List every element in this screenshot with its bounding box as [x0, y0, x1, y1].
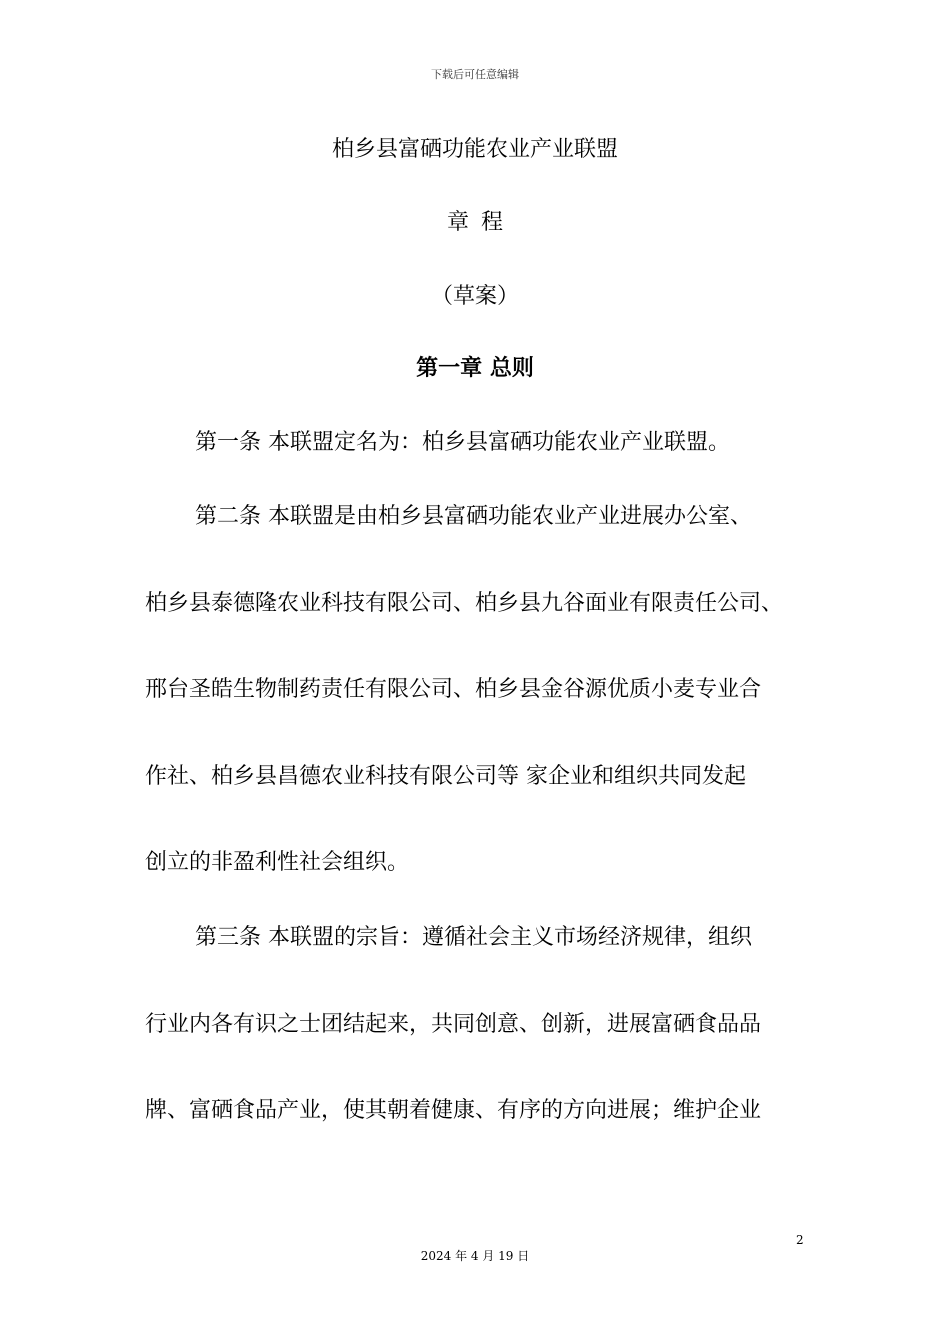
article-2-line-5: 创立的非盈利性社会组织。: [145, 850, 410, 875]
document-title: 柏乡县富硒功能农业产业联盟: [331, 137, 618, 162]
article-2-line-3: 邢台圣皓生物制药责任有限公司、柏乡县金谷源优质小麦专业合: [145, 677, 762, 702]
chapter-heading: 第一章 总则: [416, 356, 534, 381]
article-3-line-3: 牌、富硒食品产业，使其朝着健康、有序的方向进展；维护企业: [145, 1098, 762, 1123]
article-2-line-2: 柏乡县泰德隆农业科技有限公司、柏乡县九谷面业有限责任公司、: [145, 591, 784, 616]
page-number: 2: [796, 1233, 804, 1247]
footer-date: 2024 年 4 月 19 日: [420, 1249, 530, 1263]
article-3-line-2: 行业内各有识之士团结起来，共同创意、创新，进展富硒食品品: [145, 1012, 762, 1037]
article-3-line-1: 第三条 本联盟的宗旨：遵循社会主义市场经济规律，组织: [195, 925, 752, 950]
header-note: 下载后可任意编辑: [431, 68, 519, 81]
document-subtitle: 章程: [446, 210, 515, 235]
article-2-line-1: 第二条 本联盟是由柏乡县富硒功能农业产业进展办公室、: [195, 504, 752, 529]
document-draft-label: （草案）: [430, 284, 519, 309]
article-2-line-4: 作社、柏乡县昌德农业科技有限公司等 家企业和组织共同发起: [145, 764, 746, 789]
article-1-line: 第一条 本联盟定名为：柏乡县富硒功能农业产业联盟。: [195, 430, 730, 455]
